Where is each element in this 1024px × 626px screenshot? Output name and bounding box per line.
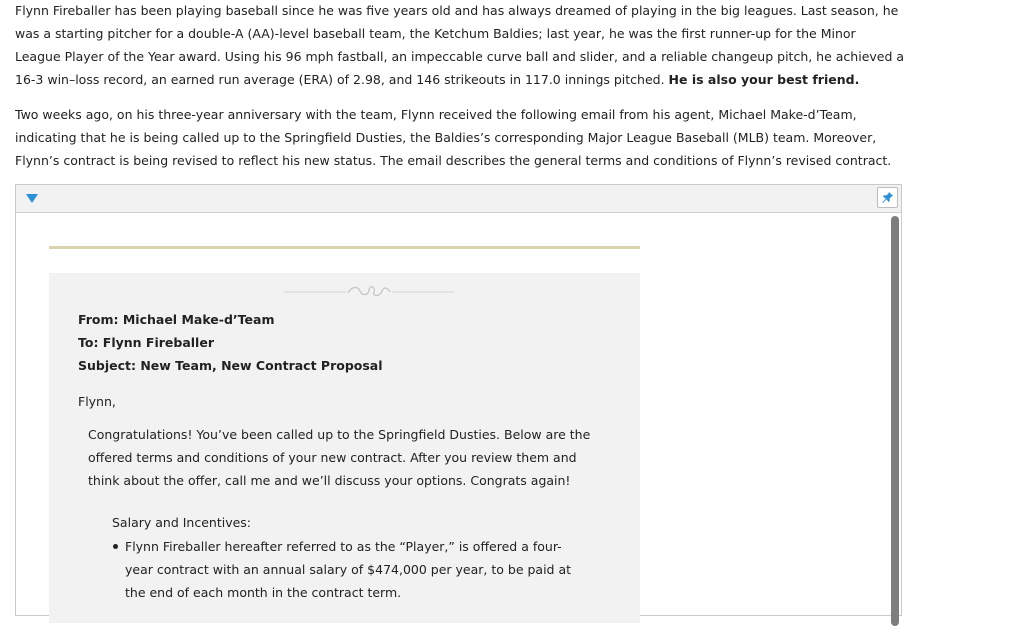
email-body: Congratulations! You’ve been called up to the Springfield Dusties. Below are the offered terms and conditions of your new contract. After you review them and think about the offer, call me and we’ll discuss your options. Congrats again! [88,427,591,488]
list-item: Flynn Fireballer hereafter referred to as the “Player,” is offered a four-year contract with an annual salary of $474,000 per year, to be paid at the end of each month in the contract term. [111,535,586,604]
collapse-triangle-icon[interactable] [26,194,38,203]
email-subject: Subject: New Team, New Contract Proposal [78,358,383,373]
divider-rule [49,246,640,249]
email-content [49,273,640,623]
email-from: From: Michael Make-d’Team [78,312,275,327]
vertical-scrollbar[interactable] [891,216,899,626]
section-heading: Salary and Incentives: [112,515,252,530]
panel-header [16,185,901,213]
bullet-list [111,535,586,604]
email-to: To: Flynn Fireballer [78,335,214,350]
intro-paragraph-1-emphasis: He is also your best friend. [668,72,860,87]
intro-paragraph-1 [15,0,905,91]
ornament-flourish-icon [284,285,454,299]
intro-paragraph-2: Two weeks ago, on his three-year anniversary with the team, Flynn received the following email from his agent, Michael Make-d’Team, indicating that he is being called up to the Springfield Dusties, the Baldies’s corresponding Major League Baseball (MLB) team. Moreover, Flynn’s contract is being revised to reflect his new status. The email describes the general terms and conditions of Flynn’s revised contract. [15,107,892,168]
email-panel [15,184,902,616]
intro-paragraph-1-text: Flynn Fireballer has been playing baseball since he was five years old and has always dreamed of playing in the big leagues. Last season, he was a starting pitcher for a double-A (AA)-level baseball team, the Ketchum Baldies; last year, he was the first runner-up for the Minor League Player of the Year award. Using his 96 mph fastball, an impeccable curve ball and slider, and a reliable changeup pitch, he achieved a 16-3 win–loss record, an earned run average (ERA) of 2.98, and 146 strikeouts in 117.0 innings pitched. [15,3,905,87]
pushpin-icon [881,191,894,204]
email-greeting: Flynn, [78,394,116,409]
pin-button[interactable] [877,187,898,208]
